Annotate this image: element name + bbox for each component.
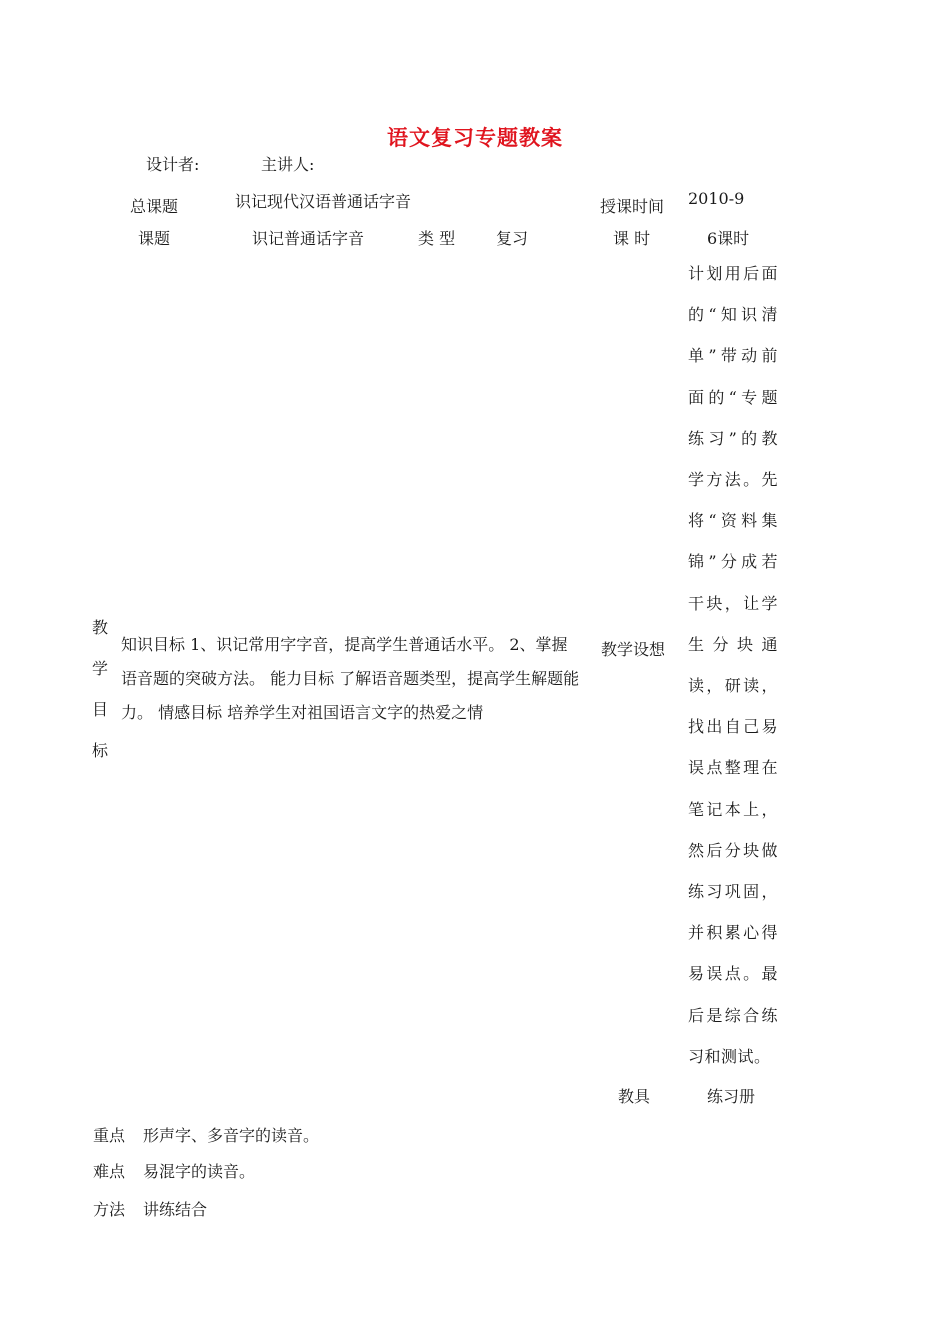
teaching-objectives-label: 教学目标: [92, 618, 109, 760]
tools-value: 练习册: [707, 1087, 756, 1106]
difficulty-value: 易混字的读音。: [143, 1162, 256, 1181]
type-label: 类 型: [418, 229, 456, 248]
teach-time-value: 2010-9: [688, 189, 745, 208]
designer-label: 设计者:: [146, 155, 200, 174]
key-point-label: 重点: [93, 1126, 126, 1145]
hours-value: 6课时: [707, 229, 750, 248]
key-point-value: 形声字、多音字的读音。: [143, 1126, 320, 1145]
method-value: 讲练结合: [143, 1200, 208, 1219]
teaching-design-text: 计划用后面的“知识清单”带动前面的“专题练习”的教学方法。先将“资料集锦”分成若干块，让学生分块通读，研读，找出自己易误点整理在笔记本上，然后分块做练习巩固，并积累心得易误点。最后是综合练习和测试。: [688, 264, 778, 1066]
page-title: 语文复习专题教案: [387, 125, 563, 150]
topic-value: 识记普通话字音: [252, 229, 365, 248]
presenter-label: 主讲人:: [261, 155, 315, 174]
topic-label: 课题: [138, 229, 171, 248]
teaching-design-label: 教学设想: [601, 640, 666, 659]
difficulty-label: 难点: [93, 1162, 126, 1181]
method-label: 方法: [93, 1200, 126, 1219]
teach-time-label: 授课时间: [600, 197, 665, 216]
main-topic-label: 总课题: [130, 197, 179, 216]
main-topic-value: 识记现代汉语普通话字音: [235, 192, 412, 211]
teaching-objectives-text: 知识目标 1、识记常用字字音，提高学生普通话水平。 2、掌握语音题的突破方法。 能力目标 了解语音题类型，提高学生解题能力。 情感目标 培养学生对祖国语言文字的热爱之情: [121, 635, 580, 722]
tools-label: 教具: [618, 1087, 651, 1106]
hours-label: 课 时: [613, 229, 651, 248]
type-value: 复习: [496, 229, 529, 248]
